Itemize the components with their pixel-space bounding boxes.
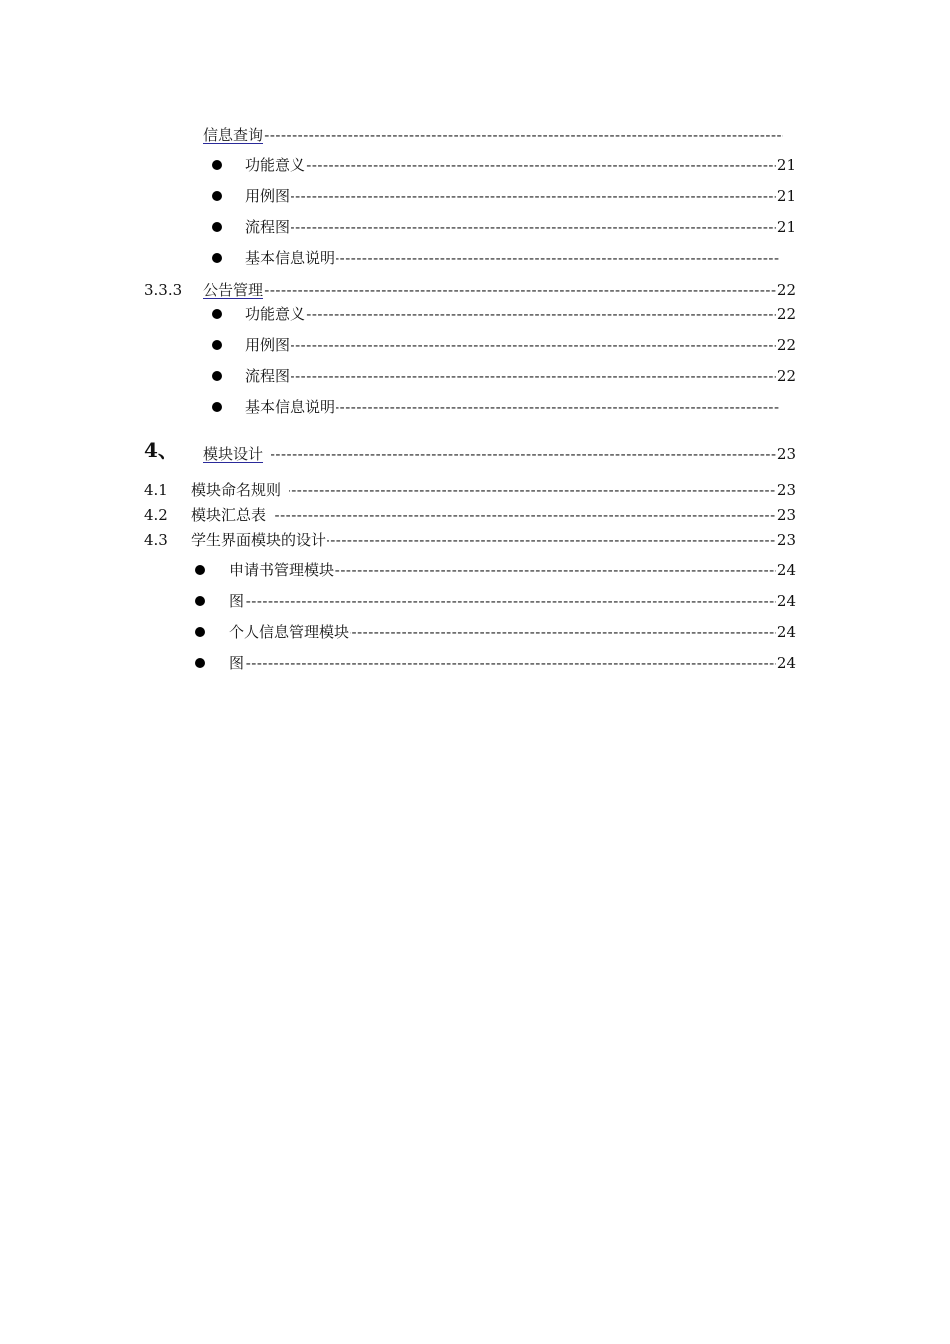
toc-entry-info-query[interactable] xyxy=(0,124,950,146)
toc-entry-application-mgmt[interactable] xyxy=(0,559,950,581)
dot-leader xyxy=(245,185,785,207)
bullet-icon xyxy=(212,340,222,350)
toc-entry-function-meaning[interactable] xyxy=(0,303,950,325)
toc-entry-number: 4.2 xyxy=(144,506,168,524)
toc-entry-page: 23 xyxy=(776,481,796,499)
bullet-icon xyxy=(212,371,222,381)
toc-entry-title: 图 xyxy=(229,654,245,672)
toc-entry-title: 基本信息说明 xyxy=(245,398,336,416)
toc-entry-number: 3.3.3 xyxy=(144,281,183,299)
bullet-icon xyxy=(195,627,205,637)
toc-entry-number: 4、 xyxy=(144,438,178,462)
dot-leader xyxy=(245,154,785,176)
toc-entry-title: 基本信息说明 xyxy=(245,249,336,267)
toc-entry-title: 模块命名规则 xyxy=(191,479,289,501)
dot-leader xyxy=(203,443,783,465)
toc-entry-announcement-mgmt[interactable] xyxy=(0,279,950,301)
toc-entry-title: 申请书管理模块 xyxy=(229,561,335,579)
toc-entry-page: 22 xyxy=(776,367,796,385)
toc-entry-title: 功能意义 xyxy=(245,305,306,323)
toc-entry-number: 4.3 xyxy=(144,531,168,549)
dot-leader xyxy=(245,334,785,356)
toc-entry-page: 24 xyxy=(776,592,796,610)
toc-entry-use-case[interactable] xyxy=(0,334,950,356)
toc-entry-page: 24 xyxy=(776,561,796,579)
toc-entry-basic-info[interactable] xyxy=(0,247,950,269)
toc-entry-module-summary[interactable] xyxy=(0,504,950,526)
dot-leader xyxy=(229,652,785,674)
toc-entry-basic-info[interactable] xyxy=(0,396,950,418)
toc-entry-figure[interactable] xyxy=(0,652,950,674)
dot-leader xyxy=(203,279,783,301)
bullet-icon xyxy=(195,565,205,575)
toc-entry-title[interactable]: 信息查询 xyxy=(203,126,264,144)
dot-leader xyxy=(229,590,785,612)
toc-entry-flowchart[interactable] xyxy=(0,365,950,387)
toc-entry-title: 流程图 xyxy=(245,367,291,385)
toc-entry-student-ui[interactable] xyxy=(0,529,950,551)
dot-leader xyxy=(191,504,785,526)
toc-entry-function-meaning[interactable] xyxy=(0,154,950,176)
toc-entry-figure[interactable] xyxy=(0,590,950,612)
dot-leader xyxy=(245,216,785,238)
toc-entry-page: 22 xyxy=(776,281,796,299)
dot-leader xyxy=(245,365,785,387)
toc-entry-page: 21 xyxy=(776,187,796,205)
bullet-icon xyxy=(212,309,222,319)
toc-entry-title: 学生界面模块的设计 xyxy=(191,531,327,549)
toc-entry-page: 24 xyxy=(776,623,796,641)
toc-entry-page: 22 xyxy=(776,336,796,354)
toc-entry-title[interactable]: 公告管理 xyxy=(203,281,264,299)
toc-entry-title: 用例图 xyxy=(245,187,291,205)
toc-entry-use-case[interactable] xyxy=(0,185,950,207)
toc-entry-module-design[interactable] xyxy=(0,438,950,465)
bullet-icon xyxy=(212,253,222,263)
toc-entry-page: 21 xyxy=(776,218,796,236)
toc-entry-title[interactable]: 模块设计 xyxy=(203,443,271,465)
toc-entry-title: 用例图 xyxy=(245,336,291,354)
bullet-icon xyxy=(212,222,222,232)
toc-entry-personal-info-mgmt[interactable] xyxy=(0,621,950,643)
toc-entry-title: 功能意义 xyxy=(245,156,306,174)
toc-entry-page: 21 xyxy=(776,156,796,174)
toc-entry-flowchart[interactable] xyxy=(0,216,950,238)
toc-entry-title: 个人信息管理模块 xyxy=(229,623,350,641)
bullet-icon xyxy=(212,402,222,412)
toc-entry-naming-rules[interactable] xyxy=(0,479,950,501)
toc-entry-page: 23 xyxy=(776,506,796,524)
dot-leader xyxy=(203,124,783,146)
toc-entry-page: 22 xyxy=(776,305,796,323)
toc-entry-number: 4.1 xyxy=(144,481,168,499)
toc-entry-title: 流程图 xyxy=(245,218,291,236)
toc-entry-title: 图 xyxy=(229,592,245,610)
bullet-icon xyxy=(212,160,222,170)
dot-leader xyxy=(245,303,785,325)
toc-entry-page: 23 xyxy=(776,445,796,463)
bullet-icon xyxy=(195,658,205,668)
toc-entry-page: 23 xyxy=(776,531,796,549)
bullet-icon xyxy=(195,596,205,606)
toc-entry-title: 模块汇总表 xyxy=(191,504,274,526)
bullet-icon xyxy=(212,191,222,201)
toc-entry-page: 24 xyxy=(776,654,796,672)
